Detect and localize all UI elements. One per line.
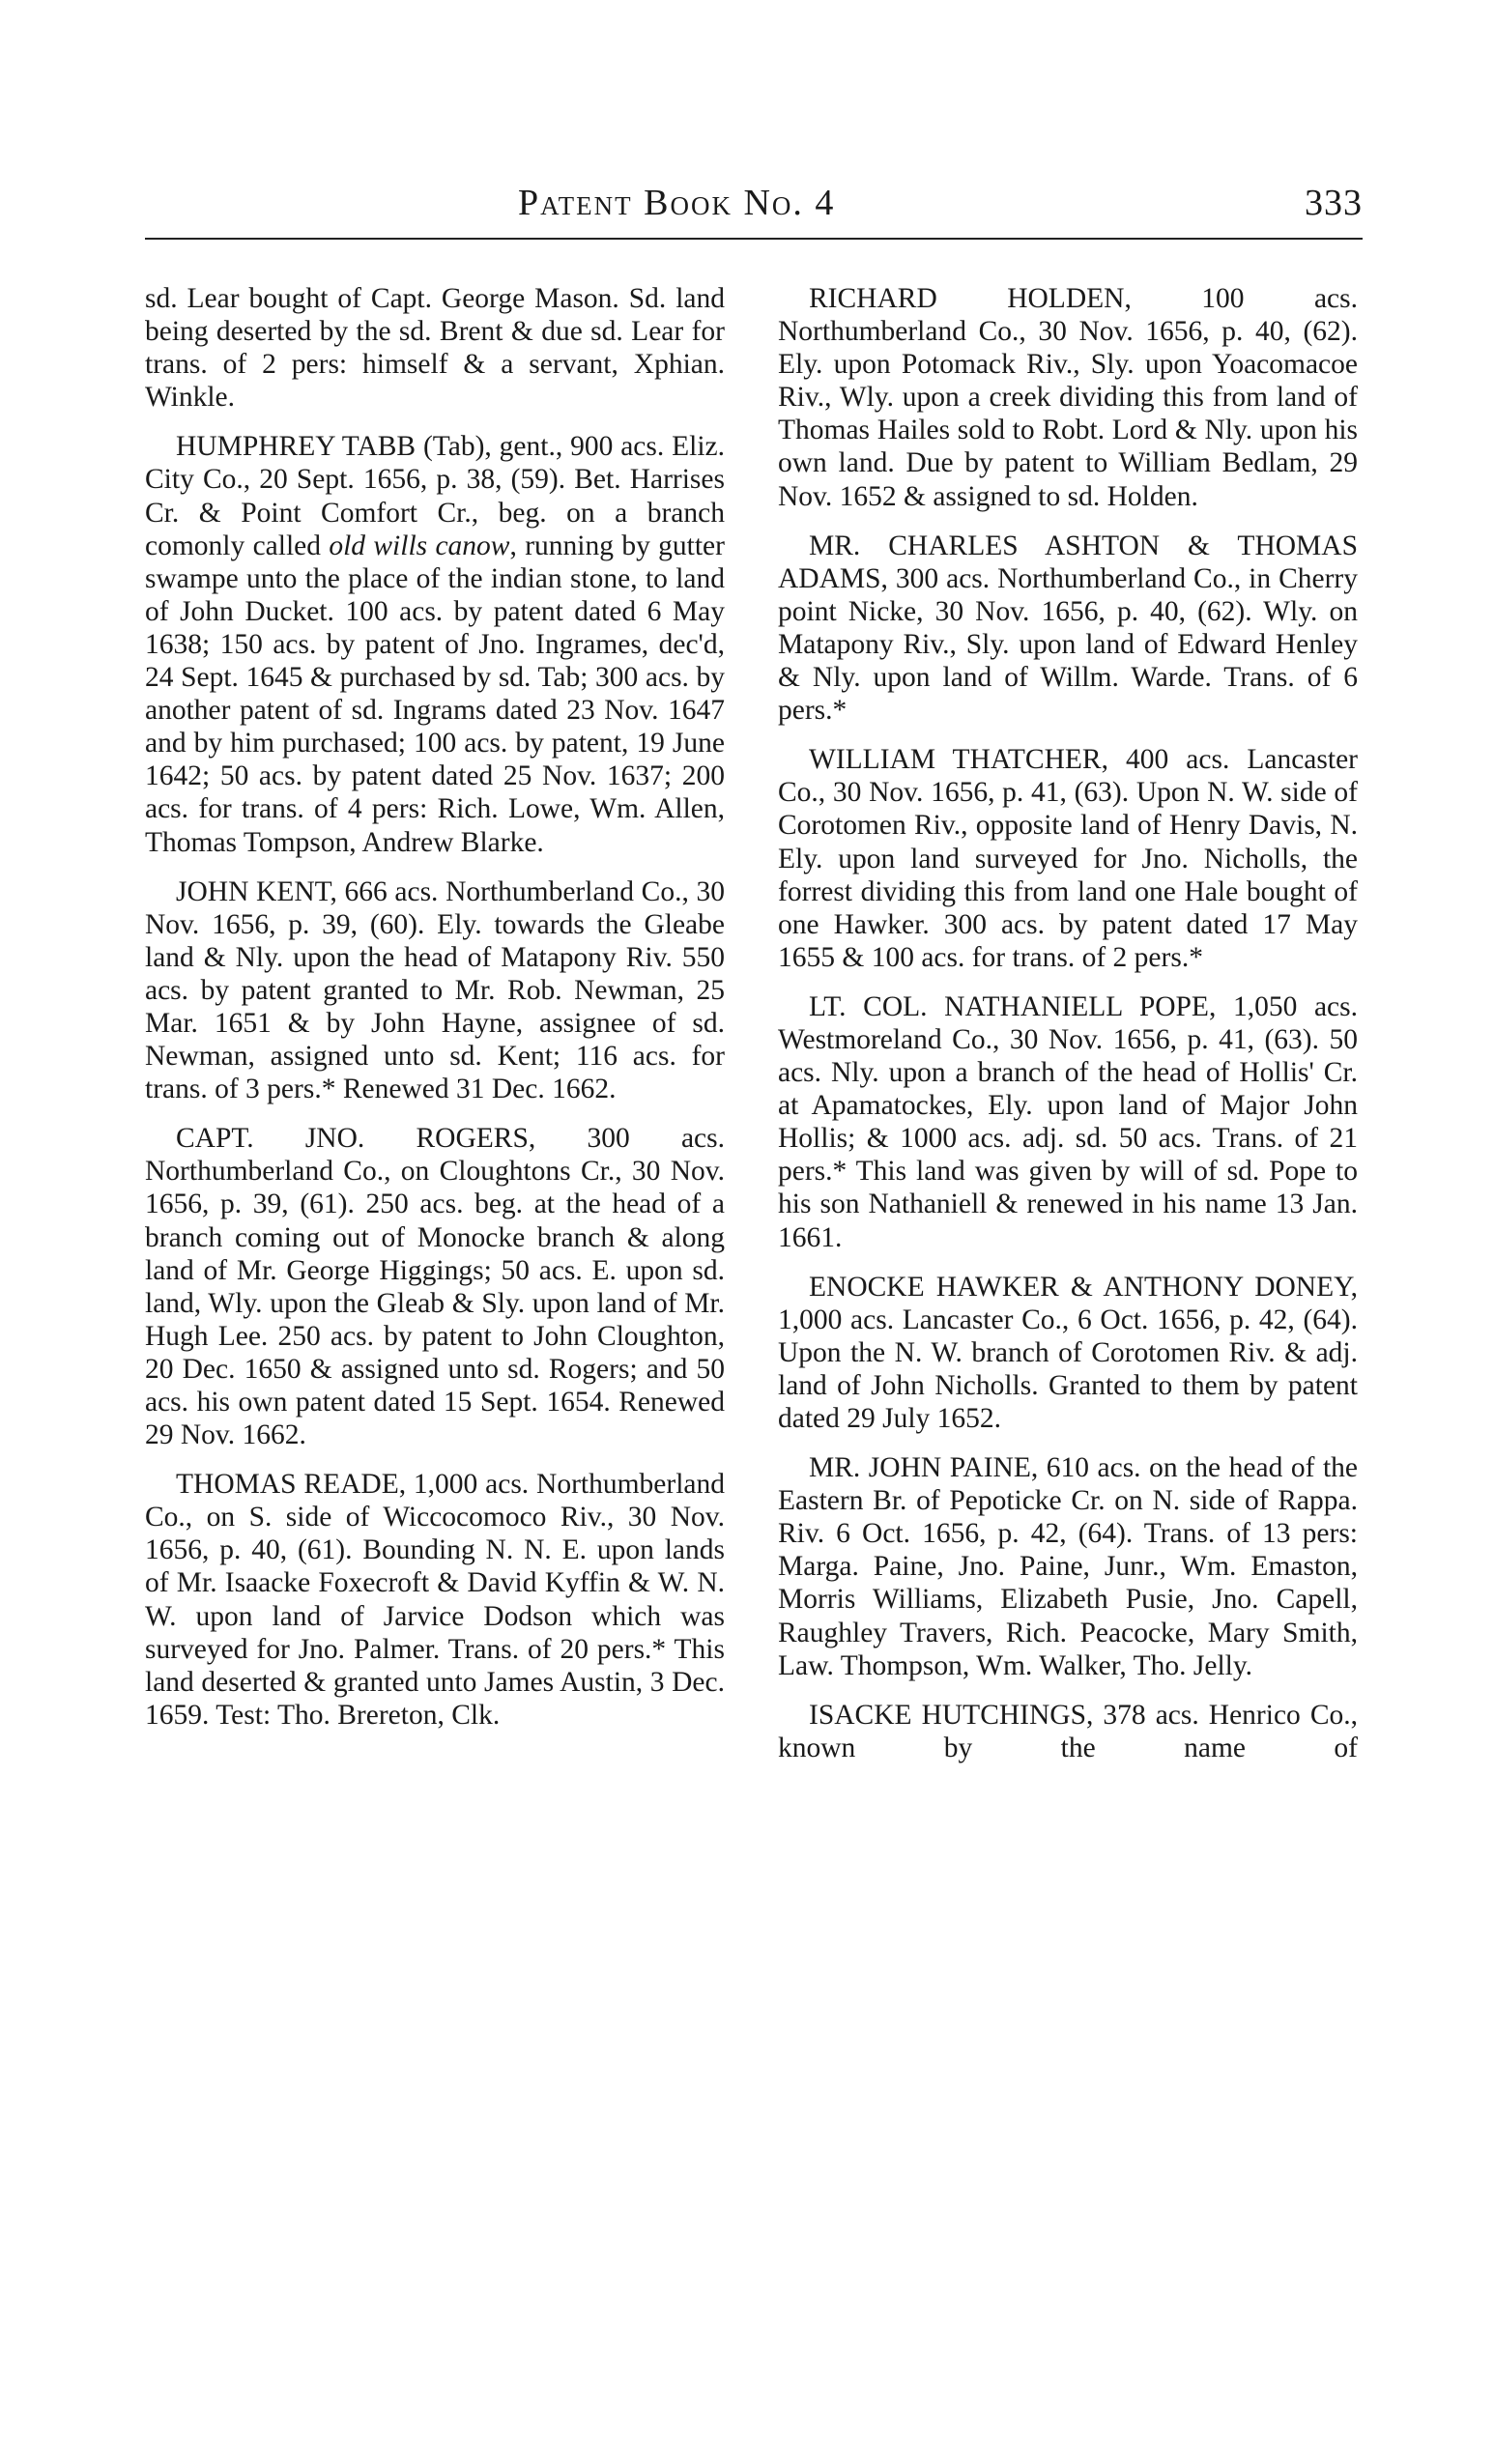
page-number: 333 <box>1305 183 1363 223</box>
entry-humphrey-tabb: HUMPHREY TABB (Tab), gent., 900 acs. Eliz. City Co., 20 Sept. 1656, p. 38, (59). Bet. Harrises Cr. & Point Comfort Cr., beg. on a branch comonly called old wills canow, running by gutter swampe unto the place of the indian stone, to land of John Ducket. 100 acs. by patent dated 6 May 1638; 150 acs. by patent of Jno. Ingrames, dec'd, 24 Sept. 1645 & purchased by sd. Tab; 300 acs. by another patent of sd. Ingrams dated 23 Nov. 1647 and by him purchased; 100 acs. by patent, 19 June 1642; 50 acs. by patent dated 25 Nov. 1637; 200 acs. for trans. of 4 pers: Rich. Lowe, Wm. Allen, Thomas Tompson, Andrew Blarke. <box>145 431 725 858</box>
entry-richard-holden: RICHARD HOLDEN, 100 acs. Northumberland Co., 30 Nov. 1656, p. 40, (62). Ely. upon Potomack Riv., Sly. upon Yoacomacoe Riv., Wly. upon a creek dividing this from land of Thomas Hailes sold to Robt. Lord & Nly. upon his own land. Due by patent to William Bedlam, 29 Nov. 1652 & assigned to sd. Holden. <box>778 283 1358 512</box>
entry-capt-jno-rogers: CAPT. JNO. ROGERS, 300 acs. Northumberland Co., on Cloughtons Cr., 30 Nov. 1656, p. 39, (61). 250 acs. beg. at the head of a branch coming out of Monocke branch & along land of Mr. George Higgings; 50 acs. E. upon sd. land, Wly. upon the Gleab & Sly. upon land of Mr. Hugh Lee. 250 acs. by patent to John Cloughton, 20 Dec. 1650 & assigned unto sd. Rogers; and 50 acs. his own patent dated 15 Sept. 1654. Renewed 29 Nov. 1662. <box>145 1123 725 1451</box>
entry-hawker-doney: ENOCKE HAWKER & ANTHONY DONEY, 1,000 acs. Lancaster Co., 6 Oct. 1656, p. 42, (64). Upon the N. W. branch of Corotomen Riv. & adj. land of John Nicholls. Granted to them by patent dated 29 July 1652. <box>778 1271 1358 1434</box>
entry-continuation: sd. Lear bought of Capt. George Mason. Sd. land being deserted by the sd. Brent & due sd. Lear for trans. of 2 pers: himself & a servant, Xphian. Winkle. <box>145 283 725 414</box>
entry-thomas-reade: THOMAS READE, 1,000 acs. Northumberland Co., on S. side of Wiccocomoco Riv., 30 Nov. 1656, p. 40, (61). Bounding N. N. E. upon lands of Mr. Isaacke Foxecroft & David Kyffin & W. N. W. upon land of Jarvice Dodson which was surveyed for Jno. Palmer. Trans. of 20 pers.* This land deserted & granted unto James Austin, 3 Dec. 1659. Test: Tho. Brereton, Clk. <box>145 1469 725 1731</box>
right-column <box>778 282 1358 1764</box>
entry-william-thatcher: WILLIAM THATCHER, 400 acs. Lancaster Co., 30 Nov. 1656, p. 41, (63). Upon N. W. side of Corotomen Riv., opposite land of Henry Davis, N. Ely. upon land surveyed for Jno. Nicholls, the forrest dividing this from land one Hale bought of one Hawker. 300 acs. by patent dated 17 May 1655 & 100 acs. for trans. of 2 pers.* <box>778 744 1358 973</box>
entry-john-kent: JOHN KENT, 666 acs. Northumberland Co., 30 Nov. 1656, p. 39, (60). Ely. towards the Gleabe land & Nly. upon the head of Matapony Riv. 550 acs. by patent granted to Mr. Rob. Newman, 25 Mar. 1651 & by John Hayne, assignee of sd. Newman, assigned unto sd. Kent; 116 acs. for trans. of 3 pers.* Renewed 31 Dec. 1662. <box>145 875 725 1105</box>
entry-isacke-hutchings: ISACKE HUTCHINGS, 378 acs. Henrico Co., known by the name of <box>778 1699 1358 1763</box>
italic-place-name: old wills canow <box>329 530 510 561</box>
running-header <box>145 182 1363 230</box>
book-title: Patent Book No. 4 <box>518 183 836 223</box>
left-column <box>145 282 725 1732</box>
header-rule <box>145 238 1363 240</box>
entry-nathaniell-pope: LT. COL. NATHANIELL POPE, 1,050 acs. Westmoreland Co., 30 Nov. 1656, p. 41, (63). 50 acs. Nly. upon a branch of the head of Hollis' Cr. at Apamatockes, Ely. upon land of Major John Hollis; & 1000 acs. adj. sd. 50 acs. Trans. of 21 pers.* This land was given by will of sd. Pope to his son Nathaniell & renewed in his name 13 Jan. 1661. <box>778 990 1358 1253</box>
entry-john-paine: MR. JOHN PAINE, 610 acs. on the head of the Eastern Br. of Pepoticke Cr. on N. side of Rappa. Riv. 6 Oct. 1656, p. 42, (64). Trans. of 13 pers: Marga. Paine, Jno. Paine, Junr., Wm. Emaston, Morris Williams, Elizabeth Pusie, Jno. Capell, Raughley Travers, Rich. Peacocke, Mary Smith, Law. Thompson, Wm. Walker, Tho. Jelly. <box>778 1452 1358 1681</box>
entry-ashton-adams: MR. CHARLES ASHTON & THOMAS ADAMS, 300 acs. Northumberland Co., in Cherry point Nicke, 30 Nov. 1656, p. 40, (62). Wly. on Matapony Riv., Sly. upon land of Edward Henley & Nly. upon land of Willm. Warde. Trans. of 6 pers.* <box>778 530 1358 727</box>
